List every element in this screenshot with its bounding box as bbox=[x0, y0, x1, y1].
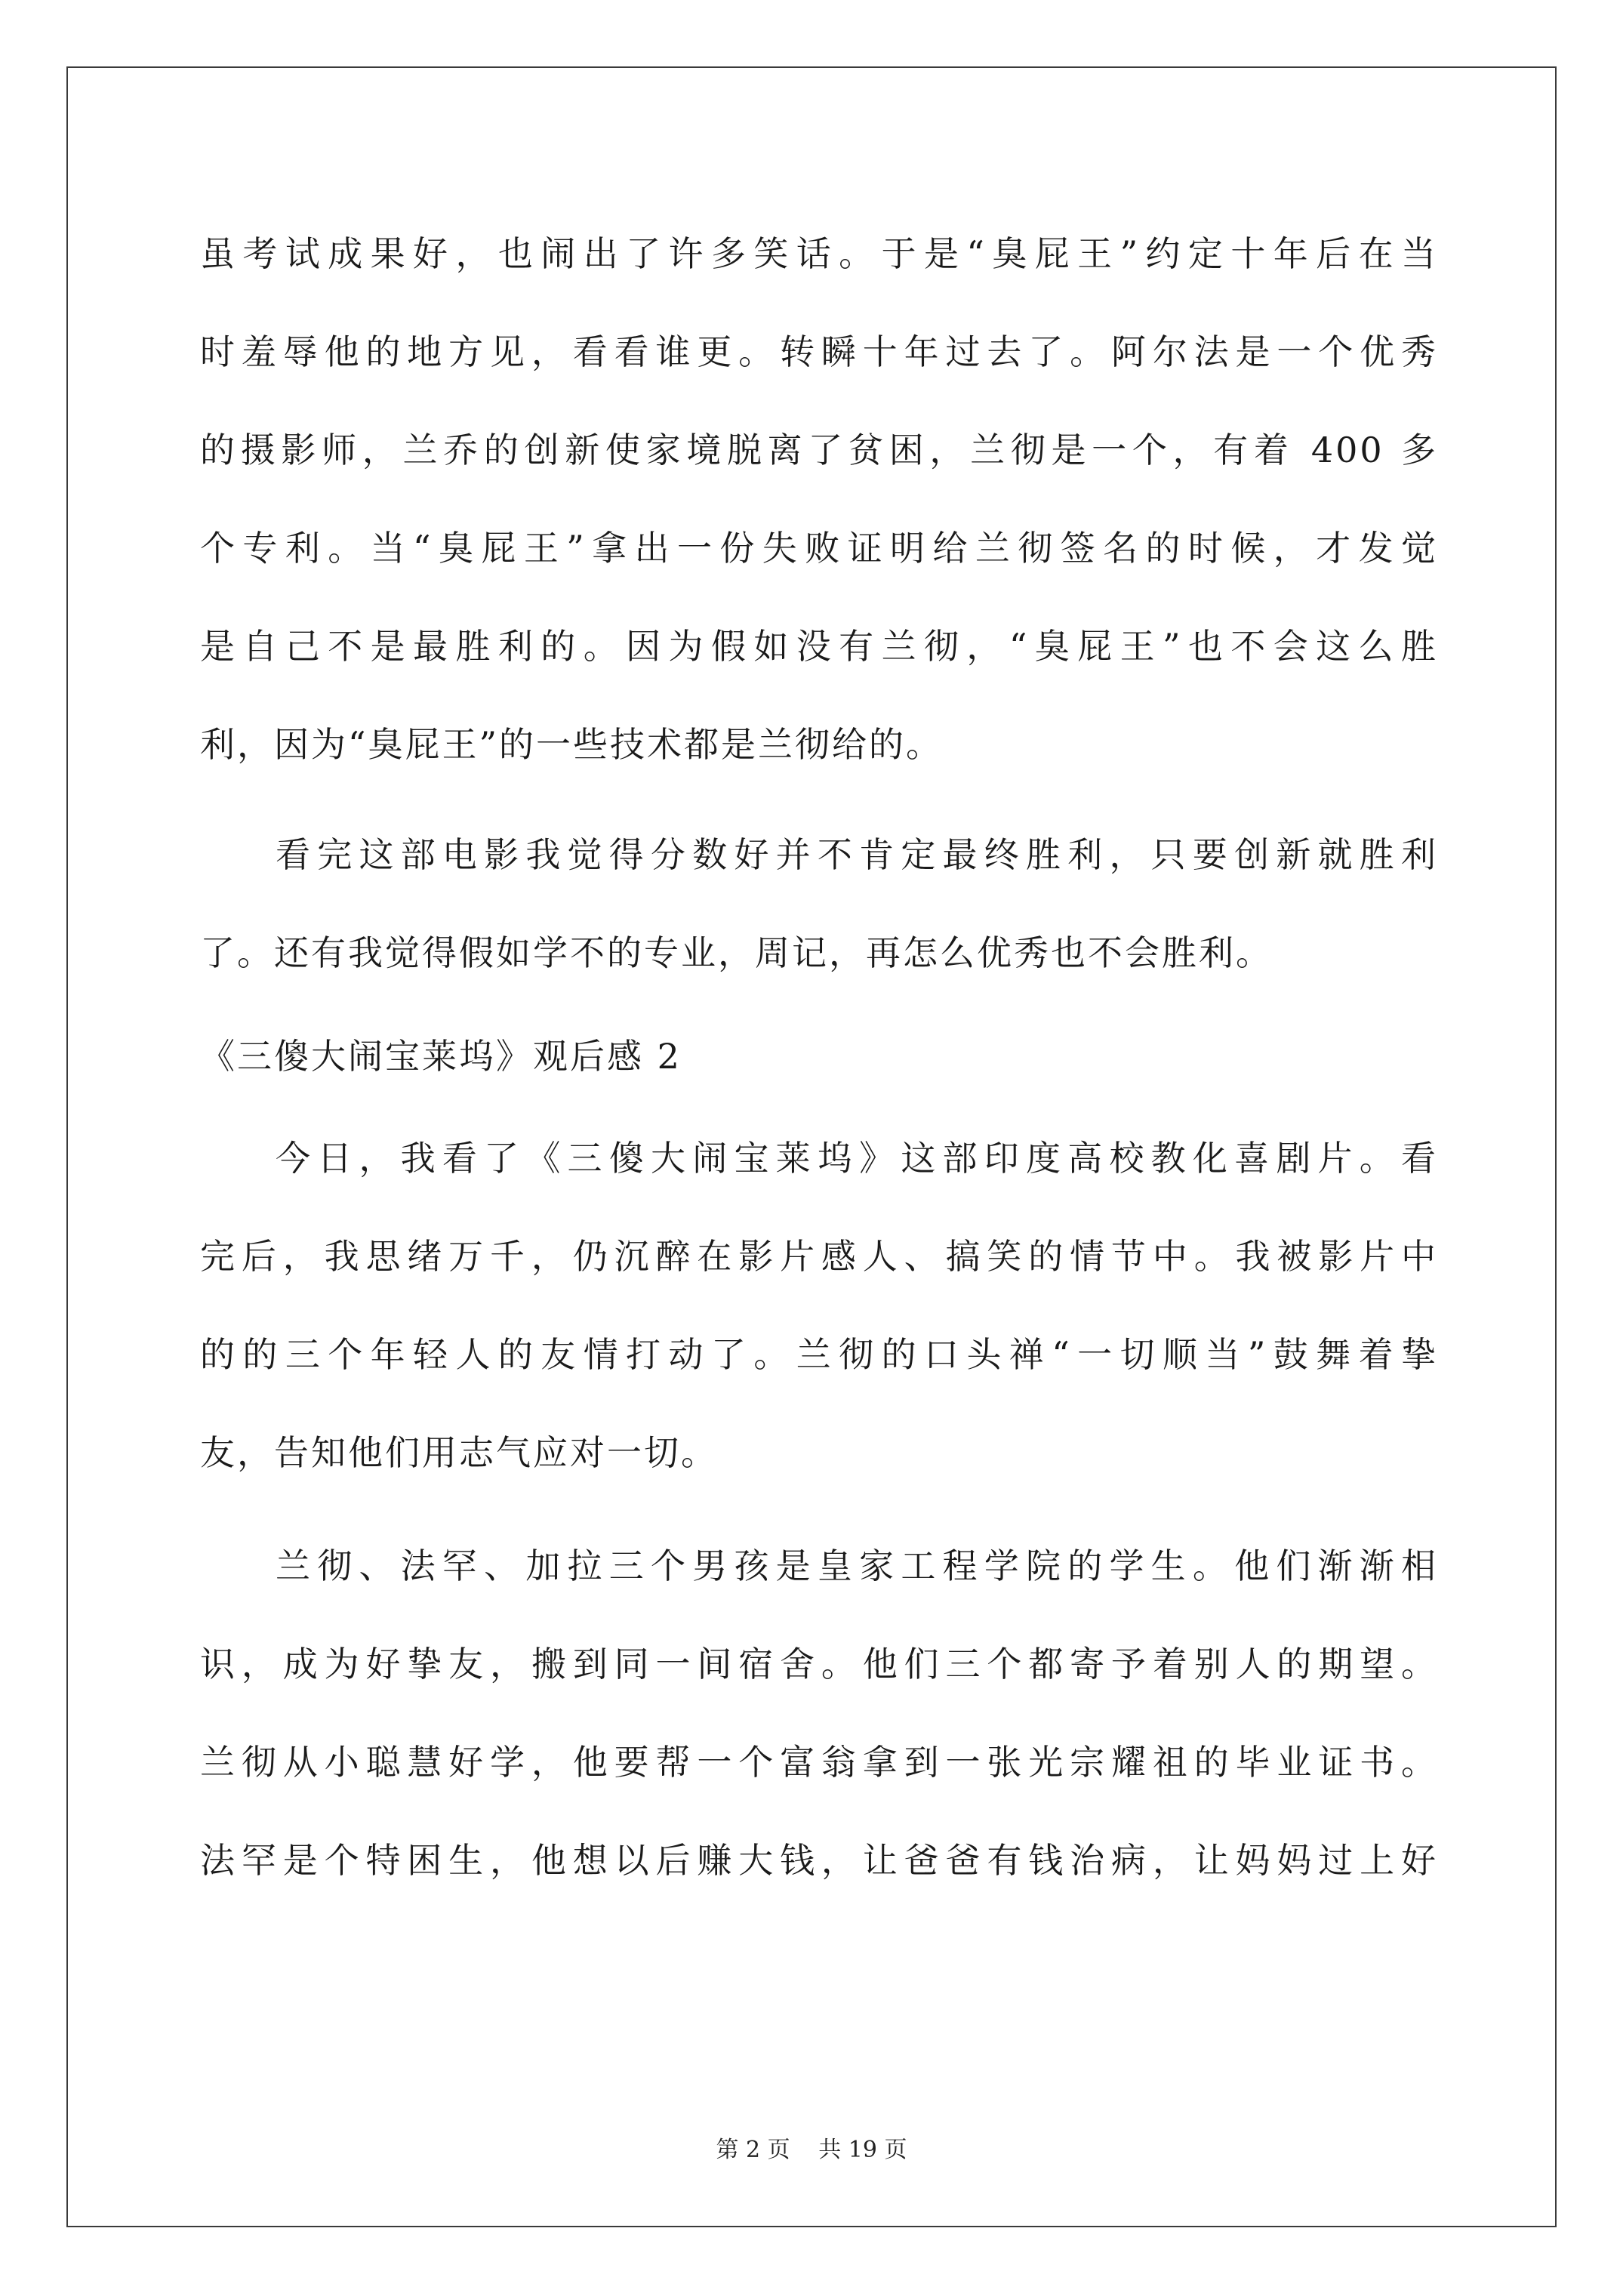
section-heading: 《三傻大闹宝莱坞》观后感 2 bbox=[200, 1036, 682, 1077]
paragraph-first-line: 兰彻、法罕、加拉三个男孩是皇家工程学院的学生。他们渐渐相 bbox=[276, 1546, 1438, 1586]
page-number: 第 2 页 bbox=[716, 2137, 790, 2163]
text-line: 是自己不是最胜利的。因为假如没有兰彻，“臭屁王”也不会这么胜 bbox=[200, 626, 1438, 667]
text-line: 了。还有我觉得假如学不的专业，周记，再怎么优秀也不会胜利。 bbox=[200, 932, 1273, 973]
text-line: 利，因为“臭屁王”的一些技术都是兰彻给的。 bbox=[200, 724, 944, 765]
text-line: 法罕是个特困生，他想以后赚大钱，让爸爸有钱治病，让妈妈过上好 bbox=[200, 1840, 1438, 1881]
page-footer bbox=[0, 2135, 1623, 2165]
paragraph-first-line: 今日，我看了《三傻大闹宝莱坞》这部印度高校教化喜剧片。看 bbox=[276, 1138, 1438, 1179]
text-line: 虽考试成果好，也闹出了许多笑话。于是“臭屁王”约定十年后在当 bbox=[200, 233, 1438, 274]
text-line: 识，成为好挚友，搬到同一间宿舍。他们三个都寄予着别人的期望。 bbox=[200, 1644, 1438, 1684]
page-total: 共 19 页 bbox=[818, 2137, 907, 2163]
text-line: 友，告知他们用志气应对一切。 bbox=[200, 1432, 718, 1473]
text-line: 的的三个年轻人的友情打动了。兰彻的口头禅“一切顺当”鼓舞着挚 bbox=[200, 1334, 1438, 1375]
text-line: 个专利。当“臭屁王”拿出一份失败证明给兰彻签名的时候，才发觉 bbox=[200, 528, 1438, 569]
text-line: 时羞辱他的地方见，看看谁更。转瞬十年过去了。阿尔法是一个优秀 bbox=[200, 331, 1438, 372]
text-line: 的摄影师，兰乔的创新使家境脱离了贫困，兰彻是一个，有着 400 多 bbox=[200, 430, 1438, 470]
text-line: 完后，我思绪万千，仍沉醉在影片感人、搞笑的情节中。我被影片中 bbox=[200, 1236, 1438, 1277]
paragraph-first-line: 看完这部电影我觉得分数好并不肯定最终胜利，只要创新就胜利 bbox=[276, 834, 1438, 875]
text-line: 兰彻从小聪慧好学，他要帮一个富翁拿到一张光宗耀祖的毕业证书。 bbox=[200, 1742, 1438, 1783]
